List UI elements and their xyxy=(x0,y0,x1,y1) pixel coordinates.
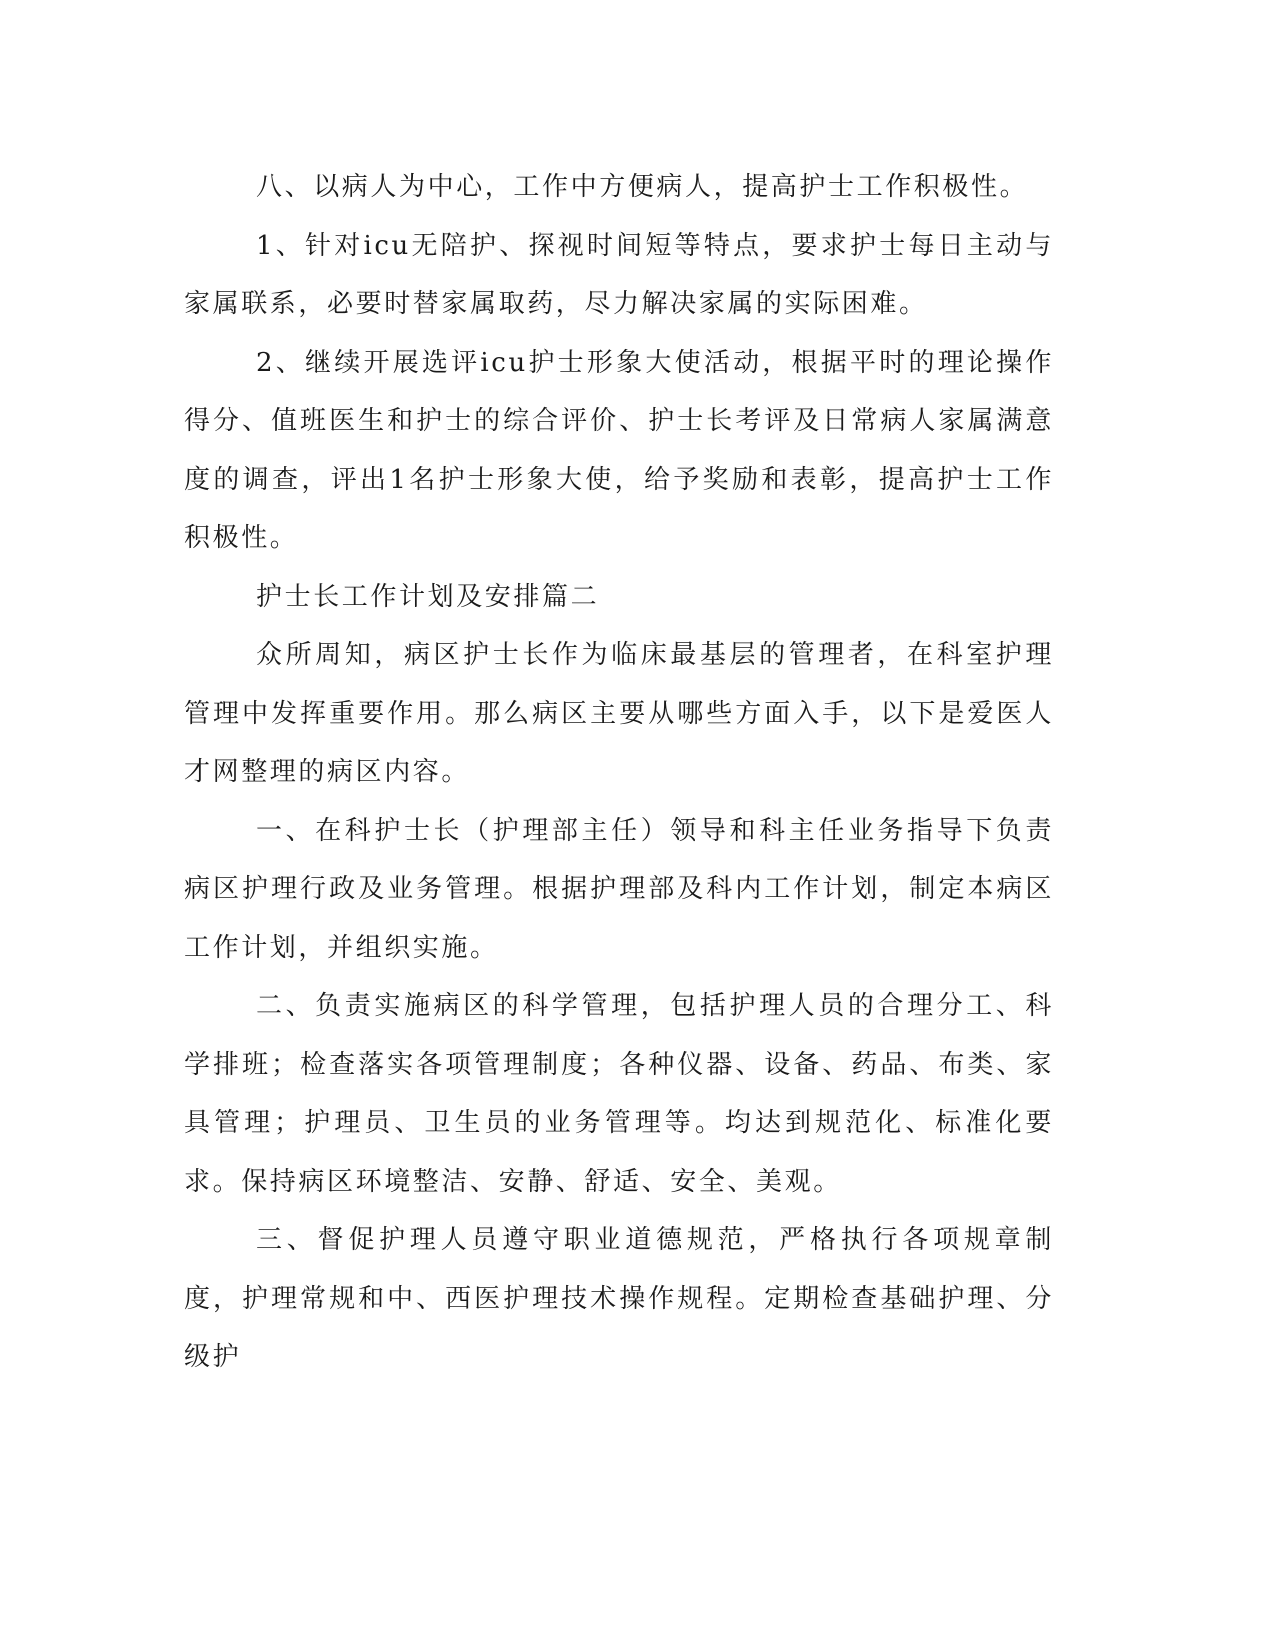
paragraph-duty-one: 一、在科护士长（护理部主任）领导和科主任业务指导下负责病区护理行政及业务管理。根据护理部及科内工作计划，制定本病区工作计划，并组织实施。 xyxy=(184,815,1054,963)
paragraph-intro: 众所周知，病区护士长作为临床最基层的管理者，在科室护理管理中发挥重要作用。那么病区主要从哪些方面入手，以下是爱医人才网整理的病区内容。 xyxy=(184,640,1054,787)
paragraph-item-1: 1、针对icu无陪护、探视时间短等特点，要求护士每日主动与家属联系，必要时替家属取药，尽力解决家属的实际困难。 xyxy=(184,230,1054,319)
paragraph-heading-part-two: 护士长工作计划及安排篇二 xyxy=(256,581,600,612)
paragraph-section-eight: 八、以病人为中心，工作中方便病人，提高护士工作积极性。 xyxy=(256,172,1029,202)
paragraph-duty-two: 二、负责实施病区的科学管理，包括护理人员的合理分工、科学排班；检查落实各项管理制度；各种仪器、设备、药品、布类、家具管理；护理员、卫生员的业务管理等。均达到规范化、标准化要求。保持病区环境整洁、安静、舒适、安全、美观。 xyxy=(184,991,1054,1197)
paragraph-duty-three: 三、督促护理人员遵守职业道德规范，严格执行各项规章制度，护理常规和中、西医护理技术操作规程。定期检查基础护理、分级护 xyxy=(184,1225,1054,1372)
paragraph-item-2: 2、继续开展选评icu护士形象大使活动，根据平时的理论操作得分、值班医生和护士的综合评价、护士长考评及日常病人家属满意度的调查，评出1名护士形象大使，给予奖励和表彰，提高护士工作积极性。 xyxy=(184,347,1054,553)
document-body xyxy=(184,158,1054,1387)
